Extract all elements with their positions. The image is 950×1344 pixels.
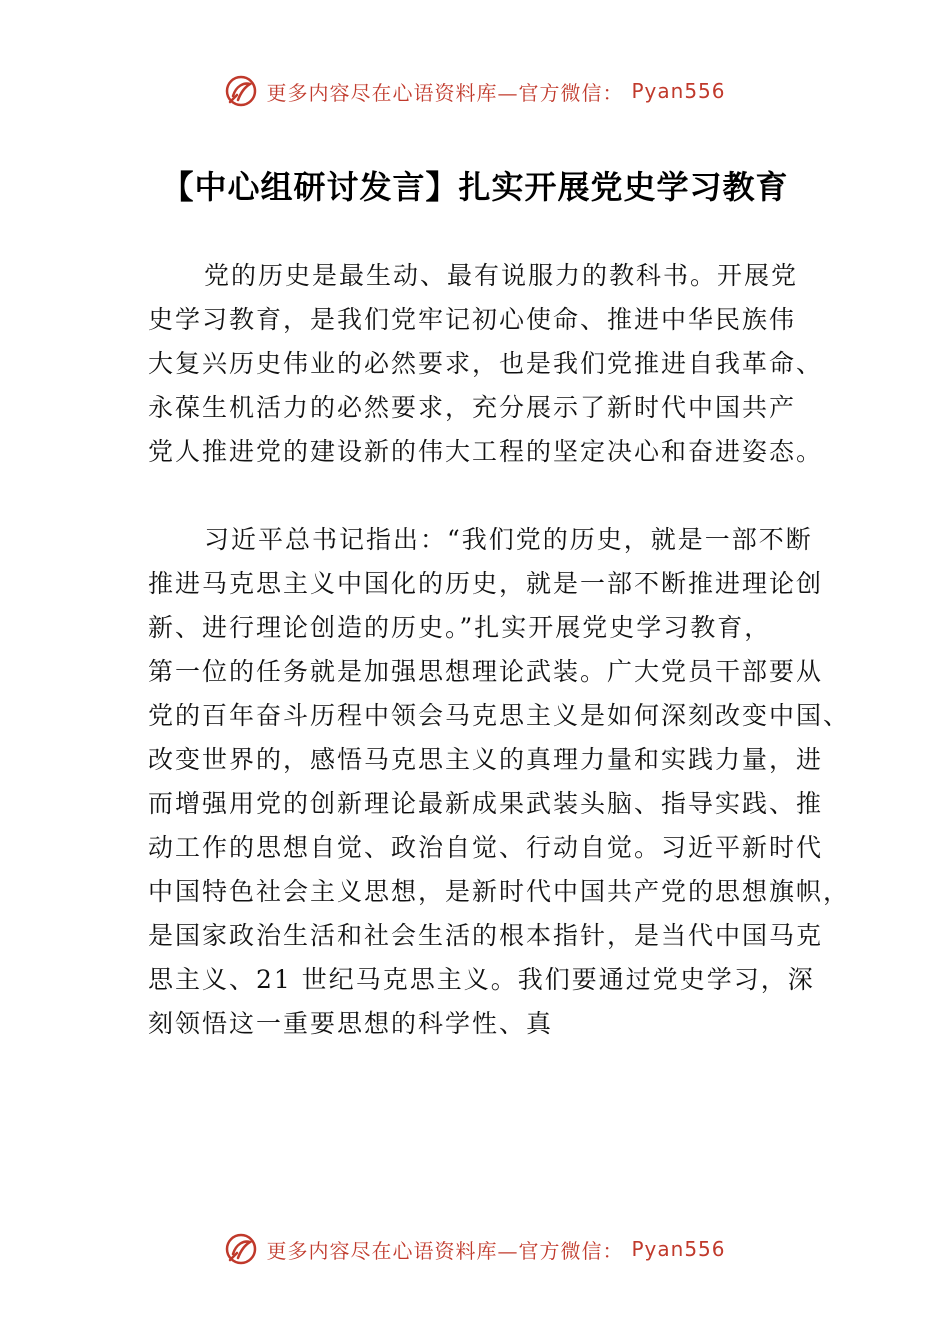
footer-brand-text: 更多内容尽在心语资料库—官方微信：	[266, 1238, 624, 1263]
paragraph-line: 党人推进党的建设新的伟大工程的坚定决心和奋进姿态。	[148, 437, 824, 466]
paragraph-2	[148, 518, 851, 1046]
footer-brand-id: Pyan556	[631, 1237, 726, 1261]
header-brand-text: 更多内容尽在心语资料库—官方微信：	[266, 80, 624, 105]
brand-logo-icon	[224, 1232, 258, 1266]
paragraph-line: 中国特色社会主义思想，是新时代中国共产党的思想旗帜，	[148, 877, 851, 906]
header-watermark	[0, 74, 950, 108]
document-title: 【中心组研讨发言】扎实开展党史学习教育	[161, 168, 789, 206]
paragraph-1	[148, 254, 848, 474]
paragraph-line: 习近平总书记指出：“我们党的历史，就是一部不断	[204, 525, 813, 554]
paragraph-line: 刻领悟这一重要思想的科学性、真	[148, 1009, 554, 1038]
paragraph-line: 史学习教育，是我们党牢记初心使命、推进中华民族伟	[148, 305, 797, 334]
paragraph-line: 推进马克思主义中国化的历史，就是一部不断推进理论创	[148, 569, 824, 598]
paragraph-line: 新、进行理论创造的历史。”扎实开展党史学习教育，	[148, 613, 772, 642]
paragraph-line: 而增强用党的创新理论最新成果武装头脑、指导实践、推	[148, 789, 824, 818]
paragraph-line: 改变世界的，感悟马克思主义的真理力量和实践力量，进	[148, 745, 824, 774]
footer-watermark	[0, 1232, 950, 1266]
paragraph-line: 是国家政治生活和社会生活的根本指针，是当代中国马克	[148, 921, 824, 950]
paragraph-line: 党的百年奋斗历程中领会马克思主义是如何深刻改变中国、	[148, 701, 851, 730]
paragraph-line: 动工作的思想自觉、政治自觉、行动自觉。习近平新时代	[148, 833, 824, 862]
paragraph-line: 思主义、21 世纪马克思主义。我们要通过党史学习，深	[148, 965, 815, 994]
header-brand-id: Pyan556	[631, 79, 726, 103]
paragraph-line: 永葆生机活力的必然要求，充分展示了新时代中国共产	[148, 393, 797, 422]
paragraph-line: 党的历史是最生动、最有说服力的教科书。开展党	[204, 261, 799, 290]
paragraph-line: 第一位的任务就是加强思想理论武装。广大党员干部要从	[148, 657, 824, 686]
brand-logo-icon	[224, 74, 258, 108]
paragraph-line: 大复兴历史伟业的必然要求，也是我们党推进自我革命、	[148, 349, 824, 378]
